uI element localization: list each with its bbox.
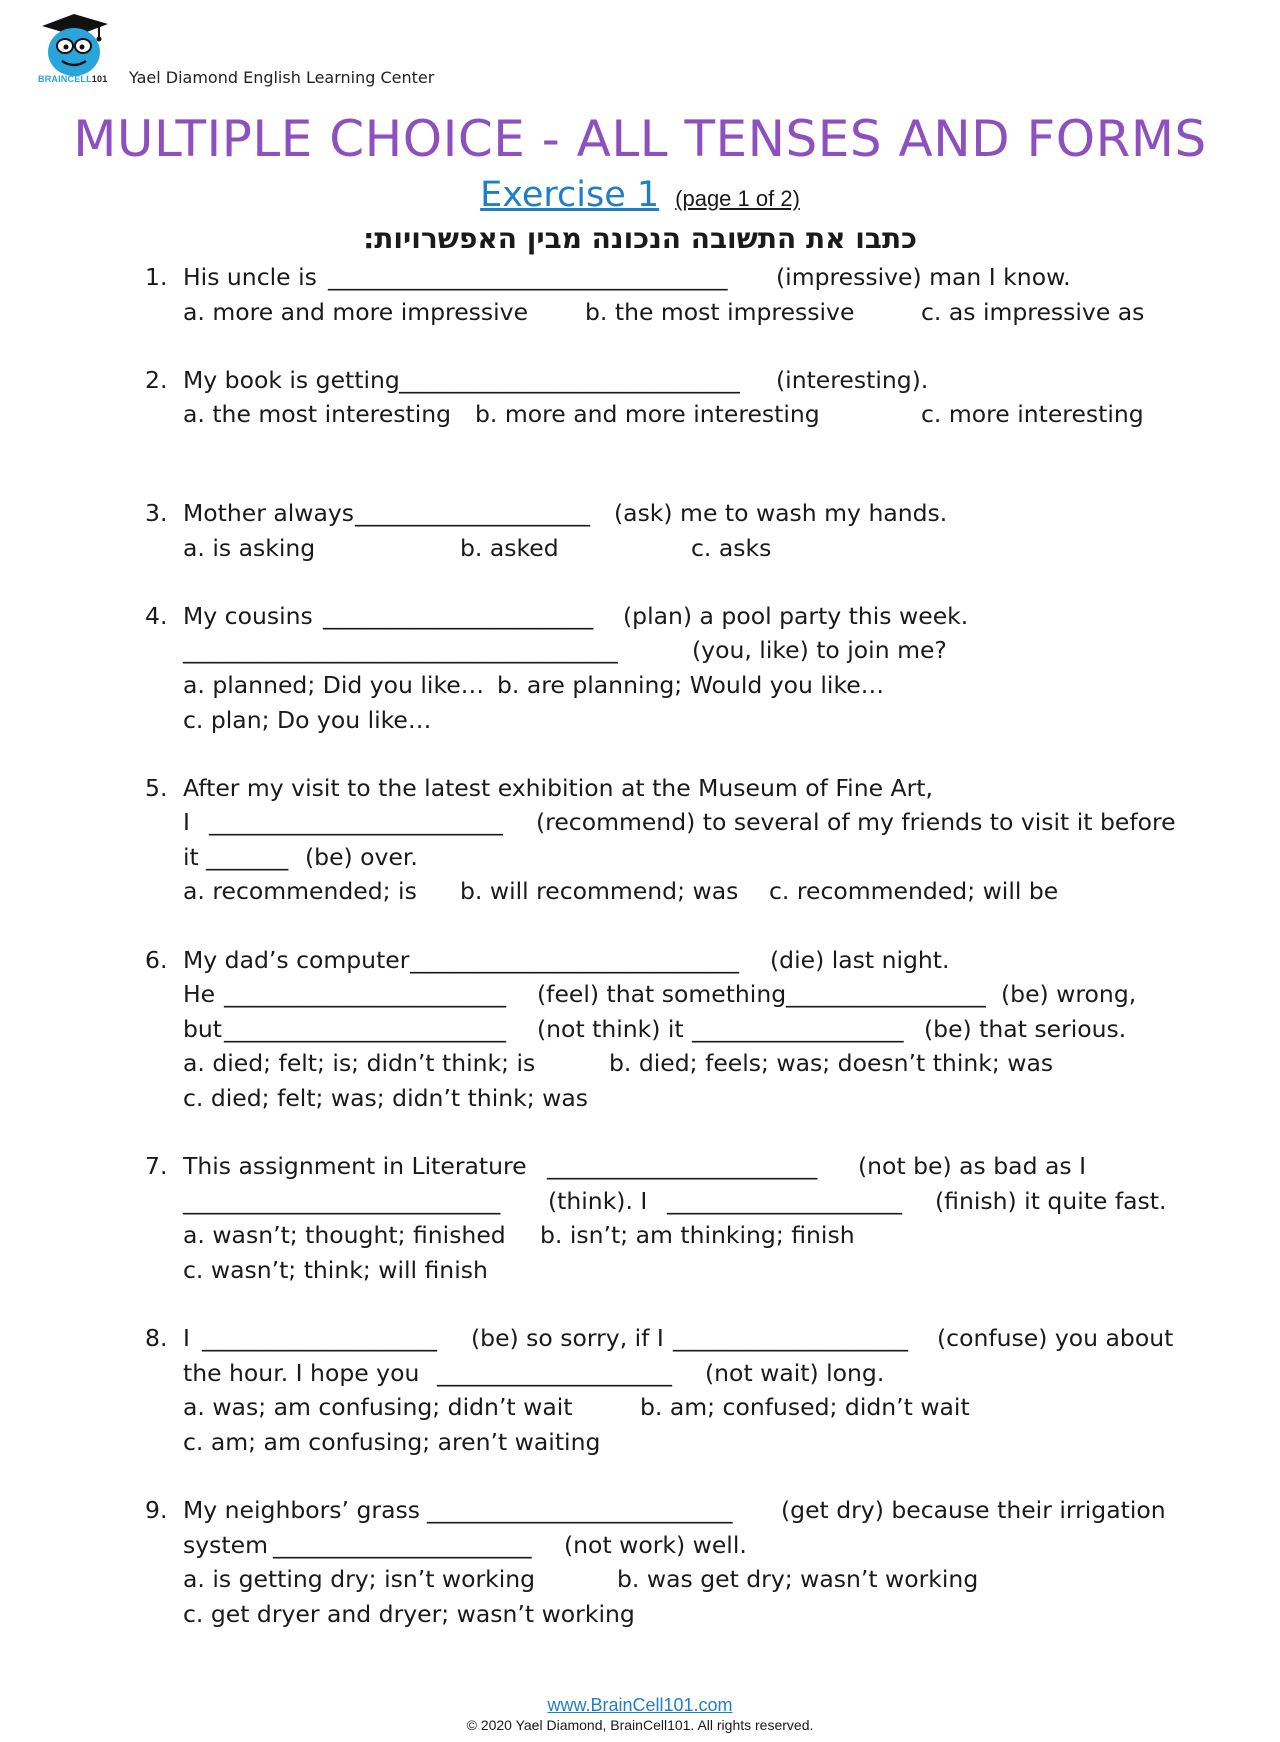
- hebrew-instruction: כתבו את התשובה הנכונה מבין האפשרויות:: [363, 222, 917, 255]
- option-b[interactable]: b. more and more interesting: [475, 400, 820, 428]
- question-number: 9.: [145, 1496, 168, 1524]
- question-text: My neighbors’ grass: [183, 1496, 420, 1524]
- answer-blank[interactable]: ____________________________: [410, 946, 739, 974]
- question-text: (impressive) man I know.: [776, 263, 1071, 291]
- page-indicator: (page 1 of 2): [675, 186, 800, 211]
- option-a[interactable]: a. is getting dry; isn’t working: [183, 1565, 536, 1593]
- brand-wordmark: BRAINCELL101: [38, 74, 108, 84]
- question-text: (feel) that something: [537, 980, 787, 1008]
- website-link[interactable]: www.BrainCell101.com: [547, 1695, 733, 1715]
- copyright-notice: © 2020 Yael Diamond, BrainCell101. All rights reserved.: [466, 1717, 814, 1733]
- question-number: 8.: [145, 1324, 168, 1352]
- question-text: I: [183, 1324, 190, 1352]
- answer-blank[interactable]: ____________________: [673, 1324, 908, 1352]
- question-number: 1.: [145, 263, 168, 291]
- option-b[interactable]: b. asked: [460, 534, 559, 562]
- question-text: (confuse) you about: [937, 1324, 1174, 1352]
- answer-blank[interactable]: ________________________: [224, 1015, 506, 1043]
- question-number: 6.: [145, 946, 168, 974]
- question-text: (finish) it quite fast.: [935, 1187, 1167, 1215]
- question-text: the hour. I hope you: [183, 1359, 420, 1387]
- option-c[interactable]: c. wasn’t; think; will finish: [183, 1256, 488, 1284]
- question-text: (recommend) to several of my friends to visit it before: [536, 808, 1176, 836]
- answer-blank[interactable]: _______________________: [547, 1152, 818, 1180]
- option-a[interactable]: a. planned; Did you like…: [183, 671, 485, 699]
- exercise-label: Exercise 1: [480, 175, 660, 215]
- answer-blank[interactable]: ______________________: [273, 1531, 532, 1559]
- question-text: I: [183, 808, 190, 836]
- answer-blank[interactable]: __________________: [692, 1015, 904, 1043]
- question-text: My dad’s computer: [183, 946, 410, 974]
- option-c[interactable]: c. get dryer and dryer; wasn’t working: [183, 1600, 635, 1628]
- question-text: (not wait) long.: [705, 1359, 885, 1387]
- option-b[interactable]: b. isn’t; am thinking; finish: [540, 1221, 855, 1249]
- option-c[interactable]: c. died; felt; was; didn’t think; was: [183, 1084, 588, 1112]
- question-text: (be) wrong,: [1001, 980, 1137, 1008]
- answer-blank[interactable]: ____________________: [355, 499, 590, 527]
- question-text: (not work) well.: [564, 1531, 747, 1559]
- answer-blank[interactable]: __________________________________: [328, 263, 728, 291]
- answer-blank[interactable]: ____________________: [437, 1359, 672, 1387]
- answer-blank[interactable]: ___________________________: [183, 1187, 501, 1215]
- question-text: My book is getting: [183, 366, 400, 394]
- question-text: system: [183, 1531, 268, 1559]
- center-name: Yael Diamond English Learning Center: [129, 68, 435, 87]
- option-a[interactable]: a. recommended; is: [183, 877, 417, 905]
- question-text: His uncle is: [183, 263, 317, 291]
- option-c[interactable]: c. more interesting: [921, 400, 1144, 428]
- answer-blank[interactable]: _______: [206, 843, 289, 871]
- answer-blank[interactable]: _________________: [786, 980, 986, 1008]
- question-number: 4.: [145, 602, 168, 630]
- answer-blank[interactable]: ________________________: [224, 980, 506, 1008]
- answer-blank[interactable]: _______________________: [323, 602, 594, 630]
- question-number: 5.: [145, 774, 168, 802]
- option-a[interactable]: a. more and more impressive: [183, 298, 529, 326]
- option-c[interactable]: c. plan; Do you like…: [183, 706, 432, 734]
- question-text: (think). I: [548, 1187, 648, 1215]
- question-text: (interesting).: [776, 366, 929, 394]
- question-text: (plan) a pool party this week.: [623, 602, 969, 630]
- answer-blank[interactable]: _________________________: [209, 808, 503, 836]
- question-number: 3.: [145, 499, 168, 527]
- question-text: (be) so sorry, if I: [471, 1324, 664, 1352]
- question-text: (be) over.: [305, 843, 418, 871]
- question-text: (ask) me to wash my hands.: [614, 499, 948, 527]
- option-b[interactable]: b. was get dry; wasn’t working: [617, 1565, 979, 1593]
- question-text: Mother always: [183, 499, 355, 527]
- question-text: (not be) as bad as I: [858, 1152, 1087, 1180]
- option-b[interactable]: b. will recommend; was: [460, 877, 739, 905]
- answer-blank[interactable]: __________________________: [427, 1496, 733, 1524]
- option-a[interactable]: a. wasn’t; thought; finished: [183, 1221, 506, 1249]
- question-text: (get dry) because their irrigation: [781, 1496, 1166, 1524]
- question-number: 2.: [145, 366, 168, 394]
- question-text: This assignment in Literature: [183, 1152, 527, 1180]
- option-c[interactable]: c. recommended; will be: [769, 877, 1059, 905]
- option-a[interactable]: a. died; felt; is; didn’t think; is: [183, 1049, 536, 1077]
- option-c[interactable]: c. asks: [691, 534, 772, 562]
- option-b[interactable]: b. am; confused; didn’t wait: [640, 1393, 970, 1421]
- question-text: but: [183, 1015, 223, 1043]
- option-b[interactable]: b. died; feels; was; doesn’t think; was: [609, 1049, 1054, 1077]
- question-text: He: [183, 980, 216, 1008]
- answer-blank[interactable]: ____________________: [202, 1324, 437, 1352]
- question-text: My cousins: [183, 602, 313, 630]
- option-a[interactable]: a. was; am confusing; didn’t wait: [183, 1393, 573, 1421]
- option-b[interactable]: b. the most impressive: [585, 298, 855, 326]
- option-c[interactable]: c. am; am confusing; aren’t waiting: [183, 1428, 601, 1456]
- question-number: 7.: [145, 1152, 168, 1180]
- question-text: (be) that serious.: [924, 1015, 1127, 1043]
- answer-blank[interactable]: _____________________________: [399, 366, 740, 394]
- option-b[interactable]: b. are planning; Would you like…: [497, 671, 885, 699]
- option-a[interactable]: a. the most interesting: [183, 400, 452, 428]
- question-text: it: [183, 843, 199, 871]
- question-text: (you, like) to join me?: [692, 636, 947, 664]
- answer-blank[interactable]: ____________________: [667, 1187, 902, 1215]
- answer-blank[interactable]: _____________________________________: [183, 636, 618, 664]
- question-text: (not think) it: [537, 1015, 684, 1043]
- option-c[interactable]: c. as impressive as: [921, 298, 1145, 326]
- worksheet-title: MULTIPLE CHOICE - ALL TENSES AND FORMS: [73, 110, 1207, 168]
- question-text: (die) last night.: [770, 946, 950, 974]
- question-text: After my visit to the latest exhibition at the Museum of Fine Art,: [183, 774, 933, 802]
- option-a[interactable]: a. is asking: [183, 534, 316, 562]
